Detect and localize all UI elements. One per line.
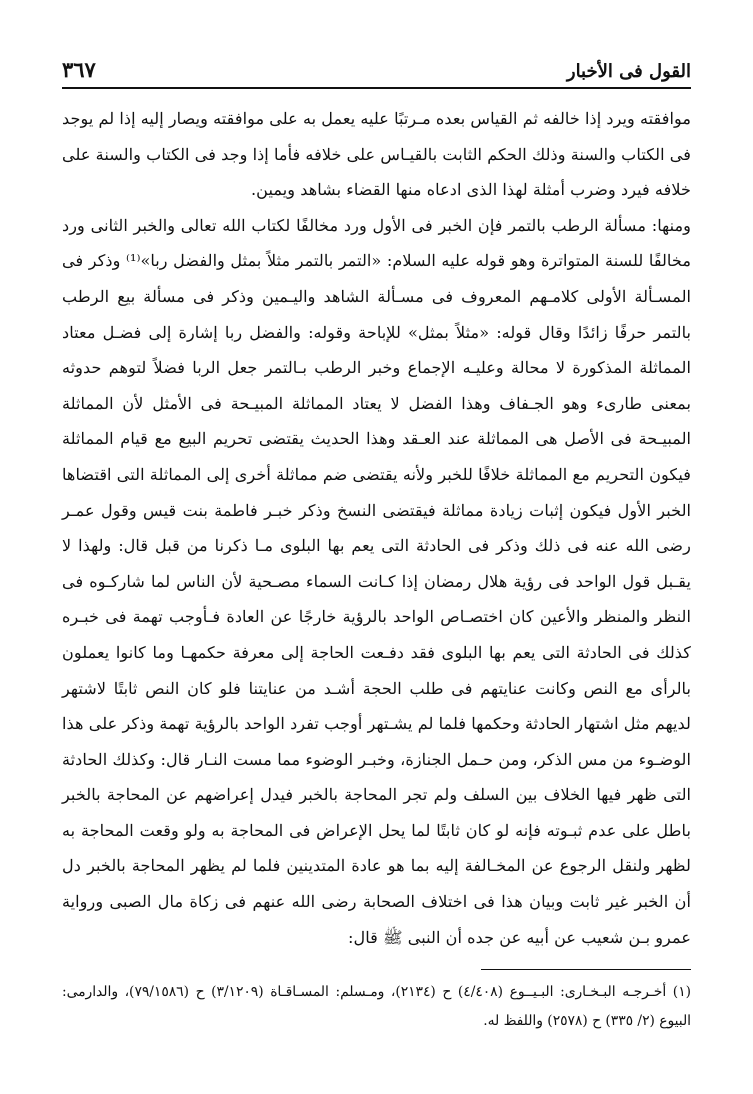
page-number: ٣٦٧ bbox=[62, 57, 96, 82]
running-title: القول فى الأخبار bbox=[566, 61, 691, 82]
header-rule bbox=[62, 87, 691, 89]
running-header bbox=[62, 52, 691, 82]
footnote: (١) أخـرجـه البـخـارى: البـيــوع (٤/٤٠٨) ح (٢١٣٤)، ومـسلم: المسـاقـاة (٣/١٢٠٩) ح (٧٩/١٥٨٦)، والدارمى: البيوع (٢/ ٣٣٥) ح (٢٥٧٨) واللفظ له. bbox=[62, 984, 691, 1030]
footnotes bbox=[62, 978, 691, 1036]
main-text bbox=[62, 101, 691, 955]
paragraph: ومنها: مسألة الرطب بالتمر فإن الخبر فى الأول ورد مخالفًا لكتاب الله تعالى والخبر الثانى ورد مخالفًا للسنة المتواترة وهو قوله عليه السلام: «التمر بالتمر مثلاً بمثل والفضل ربا»⁽¹⁾ وذكر فى المسـألة الأولى كلامـهم المعروف فى مسـألة الشاهد واليـمين وذكر فى مسألة بيع الرطب بالتمر حرفًا زائدًا وقال قوله: «مثلاً بمثل» للإباحة وقوله: والفضل ربا إشارة إلى فضـل معتاد المماثلة المذكورة لا محالة وعليـه الإجماع وخبر الرطب بـالتمر جعل الربا فضلاً لتوهم حدوثه بمعنى طارىء وهو الجـفاف وهذا الفضل لا يعتاد المماثلة المبيـحة فى الأمثل لأن المماثلة المبيـحة فى الأصل هى المماثلة عند العـقد وهذا الحديث يقتضى تحريم البيع مع قيام المماثلة فيكون التحريم مع المماثلة خلافًا للخبر ولأنه يقتضى ضم مماثلة أخرى إلى المماثلة التى اقتضاها الخبر الأول فيكون إثبات زيادة مماثلة فيقتضى النسخ وذكر خبـر فاطمة بنت قيس وقول عمـر رضى الله عنه فى ذلك وذكر فى الحادثة التى يعم بها البلوى مـا ذكرنا من قبل قال: ولهذا لا يقـبل قول الواحد فى رؤية هلال رمضان إذا كـانت السماء مصـحية لأن الناس لما شاركـوه فى النظر والمنظر والأعين كان اختصـاص الواحد بالرؤية خارجًا عن العادة فـأوجب تهمة فى خبـره كذلك فى الحادثة التى يعم بها البلوى فقد دفـعت الحاجة إلى معرفة حكمهـا وما كانوا يعملون بالرأى مع النص وكانت عنايتهم فى طلب الحجة أشـد من عنايتنا فلو كان النص ثابتًا لاشتهر لديهم مثل اشتهار الحادثة وحكمها فلما لم يشـتهر أوجب تفرد الواحد بالرؤية تهمة وذكر على هذا الوضـوء من مس الذكر، ومن حـمل الجنازة، وخبـر الوضوء مما مست النـار قال: وكذلك الحادثة التى ظهر فيها الخلاف بين السلف ولم تجر المحاجة بالخبر فيدل إعراضهم عن المحاجة بالخبر باطل على عدم ثبـوته فإنه لو كان ثابتًا لما يحل الإعراض فى المحاجة به ولو وقعت المحاجة به لظهر ولنقل الرجوع عن المخـالفة إليه بما هو عادة المتدينين فلما لم يظهر المحاجة بالخبر دل أن الخبر غير ثابت وبيان هذا فى اختلاف الصحابة رضى الله عنهم فى زكاة مال الصبى ورواية عمرو بـن شعيب عن أبيه عن جده أن النبى ﷺ قال: bbox=[62, 215, 691, 947]
paragraph: موافقته ويرد إذا خالفه ثم القياس بعده مـرتبًا عليه يعمل به على موافقته ويصار إليه إذا لم يوجد فى الكتاب والسنة وذلك الحكم الثابت بالقيـاس على خلافه فأما إذا وجد فى الكتاب والسنة على خلافه فيرد وضرب أمثلة لهذا الذى ادعاه منها القضاء بشاهد ويمين. bbox=[62, 109, 691, 200]
footnote-rule bbox=[481, 969, 691, 970]
